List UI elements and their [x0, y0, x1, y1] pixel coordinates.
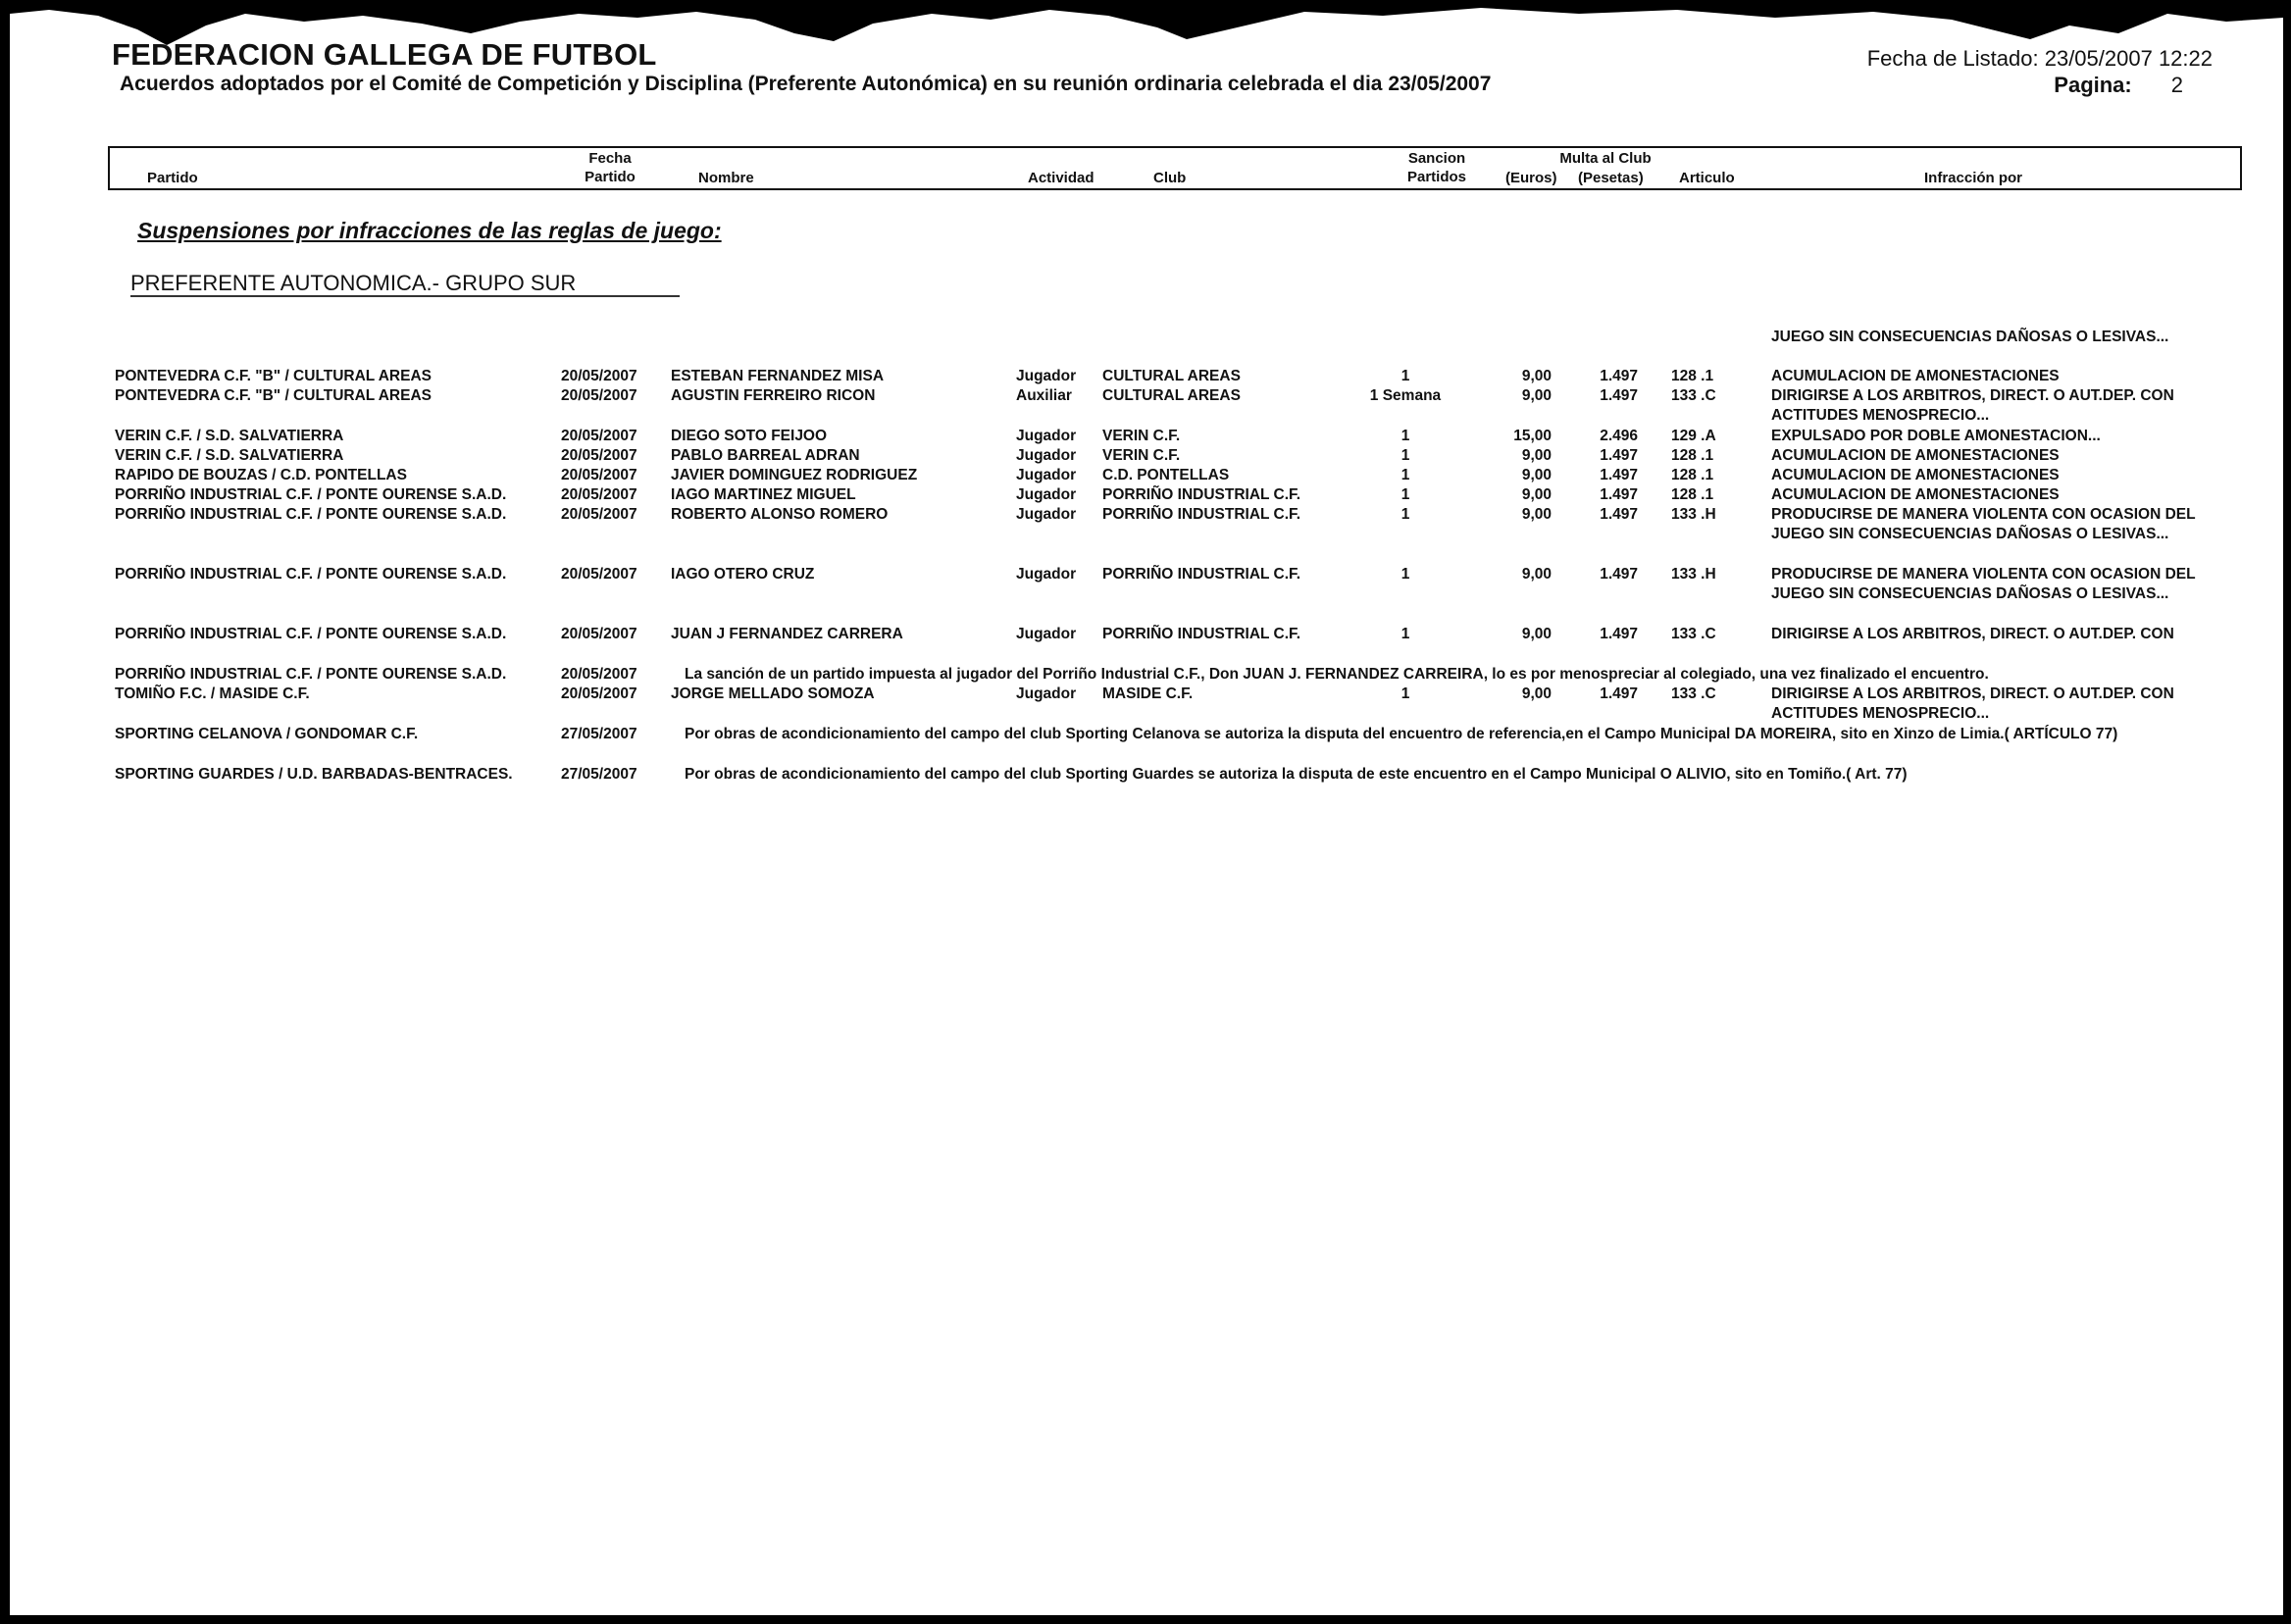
- cell-infraccion: ACUMULACION DE AMONESTACIONES: [1771, 486, 2060, 503]
- col-pesetas: (Pesetas): [1578, 170, 1644, 186]
- cell-nombre: JORGE MELLADO SOMOZA: [671, 685, 875, 702]
- cell-pesetas: 1.497: [1600, 566, 1638, 583]
- cell-partido: PORRIÑO INDUSTRIAL C.F. / PONTE OURENSE S.A.D.: [115, 626, 507, 642]
- cell-infraccion: DIRIGIRSE A LOS ARBITROS, DIRECT. O AUT.DEP. CON ACTITUDES MENOSPRECIO...: [1771, 685, 2174, 722]
- cell-euros: 9,00: [1521, 368, 1552, 384]
- cell-pesetas: 2.496: [1600, 428, 1638, 444]
- cell-partido: PORRIÑO INDUSTRIAL C.F. / PONTE OURENSE S.A.D.: [115, 666, 507, 683]
- cell-infraccion: DIRIGIRSE A LOS ARBITROS, DIRECT. O AUT.DEP. CON ACTITUDES MENOSPRECIO...: [1771, 387, 2174, 424]
- cell-articulo: 128 .1: [1671, 467, 1714, 483]
- col-articulo: Articulo: [1679, 170, 1735, 186]
- cell-fecha: 20/05/2007: [561, 387, 637, 404]
- col-partido: Partido: [147, 170, 198, 186]
- cell-club: PORRIÑO INDUSTRIAL C.F.: [1102, 486, 1301, 503]
- col-actividad: Actividad: [1028, 170, 1095, 186]
- cell-fecha: 20/05/2007: [561, 486, 637, 503]
- cell-actividad: Jugador: [1016, 368, 1077, 384]
- cell-infraccion: DIRIGIRSE A LOS ARBITROS, DIRECT. O AUT.DEP. CON: [1771, 626, 2174, 642]
- cell-partido: PORRIÑO INDUSTRIAL C.F. / PONTE OURENSE S.A.D.: [115, 486, 507, 503]
- cell-club: PORRIÑO INDUSTRIAL C.F.: [1102, 626, 1301, 642]
- cell-fecha: 20/05/2007: [561, 626, 637, 642]
- cell-sancion: 1 Semana: [1369, 387, 1442, 404]
- cell-sancion: 1: [1400, 685, 1410, 702]
- section-title: Suspensiones por infracciones de las reglas de juego:: [137, 218, 722, 243]
- cell-partido: SPORTING GUARDES / U.D. BARBADAS-BENTRACES.: [115, 766, 513, 783]
- cell-articulo: 128 .1: [1671, 486, 1714, 503]
- cell-fecha: 20/05/2007: [561, 666, 637, 683]
- cell-sancion: 1: [1400, 428, 1410, 444]
- cell-pesetas: 1.497: [1600, 467, 1638, 483]
- cell-actividad: Jugador: [1016, 626, 1077, 642]
- cell-articulo: 128 .1: [1671, 368, 1714, 384]
- cell-pesetas: 1.497: [1600, 486, 1638, 503]
- cell-euros: 15,00: [1513, 428, 1552, 444]
- cell-fecha: 20/05/2007: [561, 447, 637, 464]
- cell-partido: PORRIÑO INDUSTRIAL C.F. / PONTE OURENSE S.A.D.: [115, 506, 507, 523]
- page-number: [2054, 73, 2183, 98]
- cell-fecha: 20/05/2007: [561, 428, 637, 444]
- cell-actividad: Auxiliar: [1016, 387, 1072, 404]
- cell-nombre: DIEGO SOTO FEIJOO: [671, 428, 828, 444]
- cell-articulo: 133 .C: [1671, 685, 1716, 702]
- cell-infraccion: PRODUCIRSE DE MANERA VIOLENTA CON OCASION DEL JUEGO SIN CONSECUENCIAS DAÑOSAS O LESIVAS...: [1771, 506, 2196, 542]
- cell-partido: VERIN C.F. / S.D. SALVATIERRA: [115, 447, 344, 464]
- cell-sancion: 1: [1400, 506, 1410, 523]
- cell-nombre: ROBERTO ALONSO ROMERO: [671, 506, 889, 523]
- col-infraccion: Infracción por: [1924, 170, 2023, 186]
- cell-club: CULTURAL AREAS: [1102, 368, 1241, 384]
- cell-infraccion: ACUMULACION DE AMONESTACIONES: [1771, 368, 2060, 384]
- cell-actividad: Jugador: [1016, 685, 1077, 702]
- cell-actividad: Jugador: [1016, 467, 1077, 483]
- cell-nombre: IAGO OTERO CRUZ: [671, 566, 815, 583]
- col-multa: Multa al Club: [1559, 150, 1652, 167]
- cell-sancion: 1: [1400, 447, 1410, 464]
- document-page: [10, 0, 2283, 1615]
- cell-club: PORRIÑO INDUSTRIAL C.F.: [1102, 566, 1301, 583]
- cell-euros: 9,00: [1521, 566, 1552, 583]
- cell-sancion: 1: [1400, 626, 1410, 642]
- cell-partido: SPORTING CELANOVA / GONDOMAR C.F.: [115, 726, 419, 742]
- cell-pesetas: 1.497: [1600, 387, 1638, 404]
- document-subtitle: Acuerdos adoptados por el Comité de Competición y Disciplina (Preferente Autonómica) en su reunión ordinaria celebrada el dia 23/05/2007: [120, 73, 1492, 95]
- group-title: PREFERENTE AUTONOMICA.- GRUPO SUR: [130, 271, 577, 295]
- cell-fecha: 20/05/2007: [561, 685, 637, 702]
- cell-infraccion: EXPULSADO POR DOBLE AMONESTACION...: [1771, 428, 2101, 444]
- note-text: Por obras de acondicionamiento del campo del club Sporting Guardes se autoriza la disputa de este encuentro en el Campo Municipal O ALIVIO, sito en Tomiño.( Art. 77): [685, 766, 1908, 783]
- cell-articulo: 133 .C: [1671, 387, 1716, 404]
- cell-partido: PONTEVEDRA C.F. "B" / CULTURAL AREAS: [115, 368, 432, 384]
- cell-articulo: 133 .C: [1671, 626, 1716, 642]
- cell-articulo: 133 .H: [1671, 506, 1716, 523]
- cell-actividad: Jugador: [1016, 447, 1077, 464]
- cell-pesetas: 1.497: [1600, 685, 1638, 702]
- cell-club: CULTURAL AREAS: [1102, 387, 1241, 404]
- cell-fecha: 20/05/2007: [561, 467, 637, 483]
- page-value: 2: [2170, 73, 2183, 97]
- cell-nombre: JAVIER DOMINGUEZ RODRIGUEZ: [671, 467, 918, 483]
- cell-euros: 9,00: [1521, 486, 1552, 503]
- cell-pesetas: 1.497: [1600, 506, 1638, 523]
- cell-actividad: Jugador: [1016, 486, 1077, 503]
- column-header-box: [108, 146, 2242, 190]
- cell-partido: PONTEVEDRA C.F. "B" / CULTURAL AREAS: [115, 387, 432, 404]
- cell-nombre: ESTEBAN FERNANDEZ MISA: [671, 368, 885, 384]
- cell-actividad: Jugador: [1016, 506, 1077, 523]
- cell-nombre: IAGO MARTINEZ MIGUEL: [671, 486, 856, 503]
- cell-partido: VERIN C.F. / S.D. SALVATIERRA: [115, 428, 344, 444]
- note-text: Por obras de acondicionamiento del campo del club Sporting Celanova se autoriza la disputa del encuentro de referencia,en el Campo Municipal DA MOREIRA, sito en Xinzo de Limia.( ARTÍCULO 77): [685, 726, 2118, 742]
- cell-fecha: 20/05/2007: [561, 368, 637, 384]
- cell-euros: 9,00: [1521, 387, 1552, 404]
- cell-actividad: Jugador: [1016, 428, 1077, 444]
- col-fecha: [571, 149, 649, 186]
- col-euros: (Euros): [1505, 170, 1557, 186]
- cell-sancion: 1: [1400, 566, 1410, 583]
- cell-club: C.D. PONTELLAS: [1102, 467, 1230, 483]
- cell-nombre: JUAN J FERNANDEZ CARRERA: [671, 626, 903, 642]
- group-title-underline: [130, 295, 680, 297]
- cell-infraccion: ACUMULACION DE AMONESTACIONES: [1771, 467, 2060, 483]
- cell-club: MASIDE C.F.: [1102, 685, 1194, 702]
- cell-pesetas: 1.497: [1600, 368, 1638, 384]
- cell-euros: 9,00: [1521, 447, 1552, 464]
- cell-infraccion: ACUMULACION DE AMONESTACIONES: [1771, 447, 2060, 464]
- cell-euros: 9,00: [1521, 467, 1552, 483]
- cell-club: VERIN C.F.: [1102, 447, 1181, 464]
- cell-club: VERIN C.F.: [1102, 428, 1181, 444]
- col-sancion-top: Sancion: [1407, 150, 1466, 167]
- pre-note: JUEGO SIN CONSECUENCIAS DAÑOSAS O LESIVAS...: [1771, 329, 2169, 345]
- cell-sancion: 1: [1400, 467, 1410, 483]
- cell-sancion: 1: [1400, 368, 1410, 384]
- cell-pesetas: 1.497: [1600, 447, 1638, 464]
- organization-name: FEDERACION GALLEGA DE FUTBOL: [112, 37, 657, 72]
- cell-fecha: 27/05/2007: [561, 766, 637, 783]
- listing-date: Fecha de Listado: 23/05/2007 12:22: [1866, 46, 2213, 71]
- cell-euros: 9,00: [1521, 685, 1552, 702]
- note-text: La sanción de un partido impuesta al jugador del Porriño Industrial C.F., Don JUAN J. FERNANDEZ CARREIRA, lo es por menospreciar al colegiado, una vez finalizado el encuentro.: [685, 666, 1989, 683]
- cell-nombre: AGUSTIN FERREIRO RICON: [671, 387, 876, 404]
- page-label: Pagina:: [2054, 73, 2132, 97]
- cell-fecha: 20/05/2007: [561, 566, 637, 583]
- cell-articulo: 133 .H: [1671, 566, 1716, 583]
- cell-fecha: 20/05/2007: [561, 506, 637, 523]
- cell-articulo: 129 .A: [1671, 428, 1716, 444]
- col-fecha-bottom: Partido: [585, 169, 636, 185]
- cell-nombre: PABLO BARREAL ADRAN: [671, 447, 860, 464]
- col-club: Club: [1153, 170, 1187, 186]
- col-fecha-top: Fecha: [588, 150, 632, 167]
- cell-infraccion: PRODUCIRSE DE MANERA VIOLENTA CON OCASION DEL JUEGO SIN CONSECUENCIAS DAÑOSAS O LESIVAS...: [1771, 566, 2196, 602]
- col-sancion: [1383, 149, 1491, 186]
- cell-articulo: 128 .1: [1671, 447, 1714, 464]
- cell-partido: PORRIÑO INDUSTRIAL C.F. / PONTE OURENSE S.A.D.: [115, 566, 507, 583]
- cell-pesetas: 1.497: [1600, 626, 1638, 642]
- cell-fecha: 27/05/2007: [561, 726, 637, 742]
- cell-actividad: Jugador: [1016, 566, 1077, 583]
- cell-partido: TOMIÑO F.C. / MASIDE C.F.: [115, 685, 310, 702]
- col-sancion-bottom: Partidos: [1406, 169, 1466, 185]
- cell-euros: 9,00: [1521, 626, 1552, 642]
- cell-club: PORRIÑO INDUSTRIAL C.F.: [1102, 506, 1301, 523]
- cell-sancion: 1: [1400, 486, 1410, 503]
- col-nombre: Nombre: [698, 170, 754, 186]
- cell-euros: 9,00: [1521, 506, 1552, 523]
- cell-partido: RAPIDO DE BOUZAS / C.D. PONTELLAS: [115, 467, 407, 483]
